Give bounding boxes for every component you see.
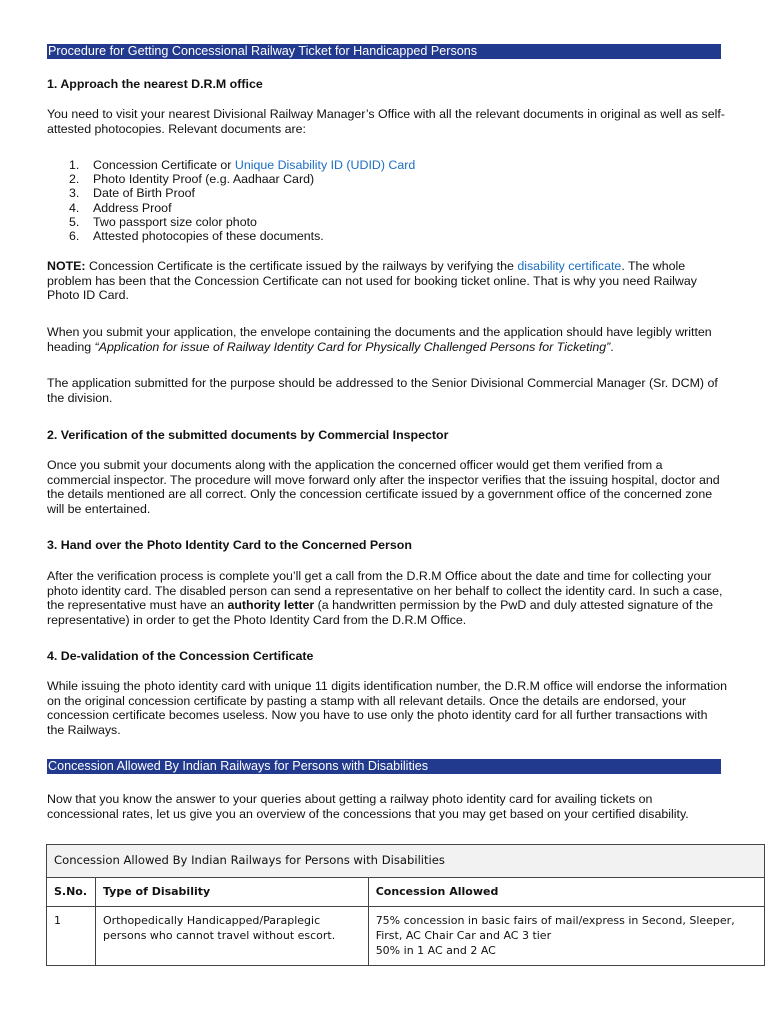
paragraph-addressed: The application submitted for the purpose should be addressed to the Senior Divisional Commercial Manager (Sr. DCM) of the division. — [47, 376, 718, 405]
concession-table — [46, 844, 765, 966]
list-item: 1. Concession Certificate or Unique Disability ID (UDID) Card — [69, 158, 416, 172]
heading-step-1: 1. Approach the nearest D.R.M office — [47, 77, 263, 91]
paragraph-hand-over: After the verification process is complete you’ll get a call from the D.R.M Office about the date and time for collecting your photo identity card. The disabled person can send a representative on her behalf to collect the identity card. In such a case, the representative must have an authority letter (a handwritten permission by the PwD and duly attested signature of the representative) in order to get the Photo Identity Card from the D.R.M Office. — [47, 569, 723, 627]
envelope-heading-quote: “Application for issue of Railway Identity Card for Physically Challenged Persons for Ticketing” — [94, 339, 611, 354]
cell-concession: 75% concession in basic fairs of mail/express in Second, Sleeper, First, AC Chair Car and AC 3 tier 50% in 1 AC and 2 AC — [368, 907, 764, 966]
column-header-sno: S.No. — [47, 878, 96, 907]
list-item: 3. Date of Birth Proof — [69, 186, 195, 201]
table-caption: Concession Allowed By Indian Railways for Persons with Disabilities — [47, 845, 765, 878]
note-label: NOTE: — [47, 259, 86, 273]
paragraph-devalidation: While issuing the photo identity card with unique 11 digits identification number, the D.R.M office will endorse the information on the original concession certificate by pasting a stamp with all relevant details. Once the details are endorsed, your concession certificate becomes useless. Now you have to use only the photo identity card for all further transactions with the Railways. — [47, 679, 728, 737]
table-caption-row — [47, 845, 765, 878]
list-item: 6. Attested photocopies of these documents. — [69, 229, 324, 244]
column-header-type: Type of Disability — [95, 878, 368, 907]
paragraph-visit-drm: You need to visit your nearest Divisional Railway Manager’s Office with all the relevant documents in original as well as self-attested photocopies. Relevant documents are: — [47, 107, 725, 136]
heading-step-3: 3. Hand over the Photo Identity Card to the Concerned Person — [47, 538, 412, 552]
documents-list — [47, 158, 415, 243]
paragraph-overview: Now that you know the answer to your queries about getting a railway photo identity card for availing tickets on concessional rates, let us give you an overview of the concessions that you may get based on your certified disability. — [47, 792, 689, 821]
authority-letter-term: authority letter — [227, 598, 315, 613]
udid-card-link[interactable]: Unique Disability ID (UDID) Card — [234, 158, 416, 172]
paragraph-note: NOTE: Concession Certificate is the certificate issued by the railways by verifying the disability certificate. The whole problem has been that the Concession Certificate can not used for booking ticket online. That is why you need Railway Photo ID Card. — [47, 259, 697, 303]
list-item: 4. Address Proof — [69, 200, 172, 215]
disability-certificate-link[interactable]: disability certificate — [517, 259, 622, 273]
paragraph-envelope: When you submit your application, the envelope containing the documents and the application should have legibly written heading “Application for issue of Railway Identity Card for Physically Challenged Persons for Ticketing”. — [47, 325, 712, 354]
list-item: 5. Two passport size color photo — [69, 214, 257, 229]
table-row — [47, 907, 765, 966]
section-banner-procedure: Procedure for Getting Concessional Railway Ticket for Handicapped Persons — [47, 44, 721, 59]
heading-step-2: 2. Verification of the submitted documents by Commercial Inspector — [47, 428, 449, 442]
section-banner-concessions: Concession Allowed By Indian Railways for Persons with Disabilities — [47, 759, 721, 774]
list-item: 2. Photo Identity Proof (e.g. Aadhaar Card) — [69, 172, 315, 187]
cell-sno: 1 — [47, 907, 96, 966]
heading-step-4: 4. De-validation of the Concession Certificate — [47, 649, 314, 663]
paragraph-verification: Once you submit your documents along with the application the concerned officer would get them verified from a commercial inspector. The procedure will move forward only after the inspector verifies that the issuing hospital, doctor and the details mentioned are all correct. Only the concession certificate issued by a government office of the concerned zone will be entertained. — [47, 458, 720, 516]
column-header-concession: Concession Allowed — [368, 878, 764, 907]
table-header-row — [47, 878, 765, 907]
cell-type: Orthopedically Handicapped/Paraplegic persons who cannot travel without escort. — [95, 907, 368, 966]
